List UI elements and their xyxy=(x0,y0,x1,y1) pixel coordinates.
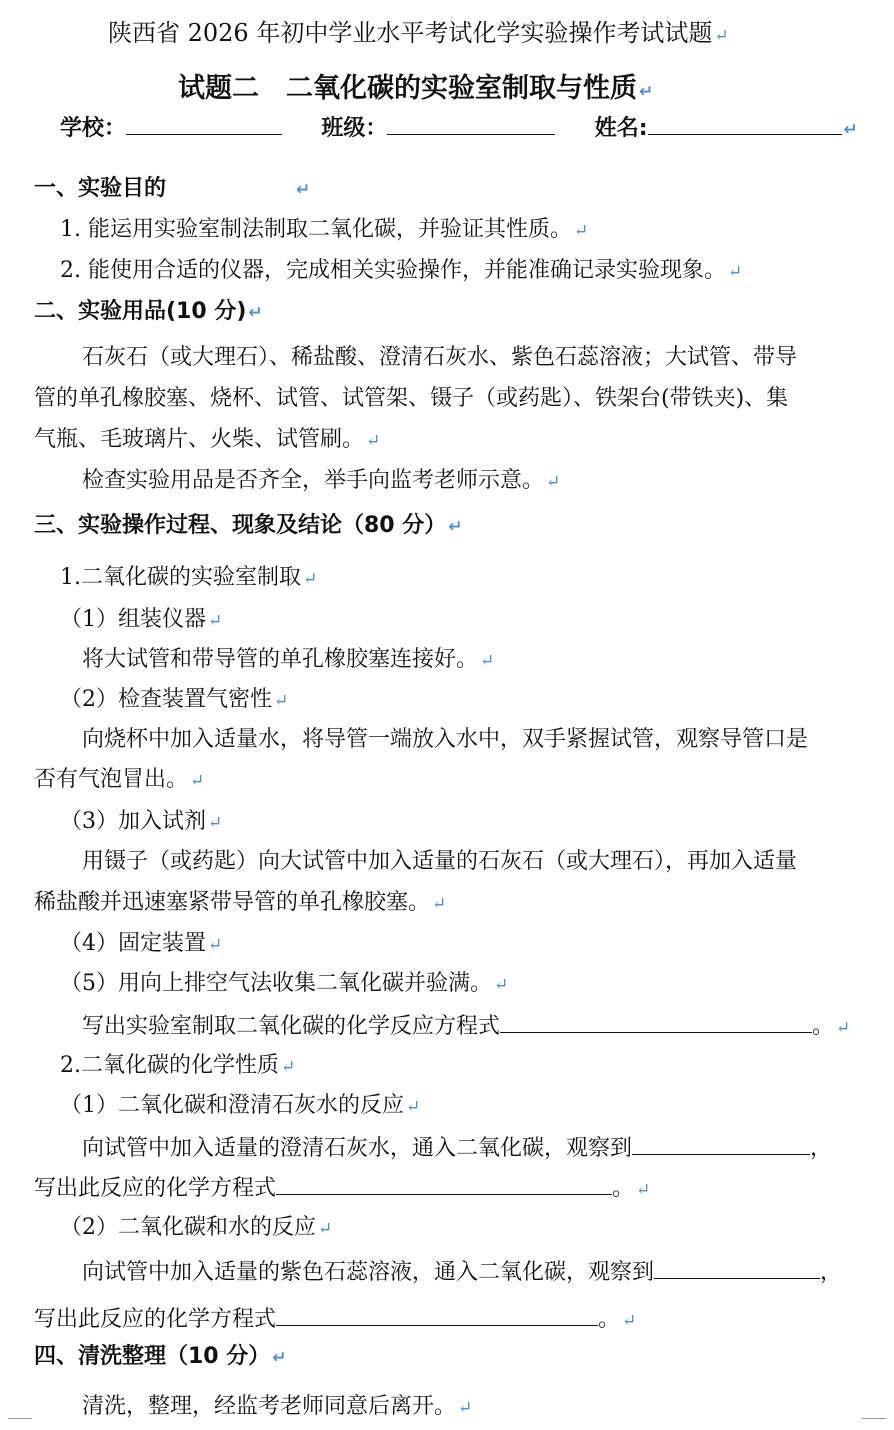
step3-text-line-2-content: 稀盐酸并迅速塞紧带导管的单孔橡胶塞。 xyxy=(34,890,431,915)
paragraph-mark-icon: ↵ xyxy=(190,771,205,791)
part1-title xyxy=(60,563,317,594)
objective-item-1 xyxy=(60,215,588,246)
paragraph-mark-icon: ↵ xyxy=(406,1097,421,1117)
paragraph-mark-icon: ↵ xyxy=(272,1348,287,1368)
paragraph-mark-icon: ↵ xyxy=(622,1311,637,1331)
period-text: 。 xyxy=(598,1307,621,1332)
paragraph-mark-icon: ↵ xyxy=(639,82,654,102)
exam-title-text: 陕西省 2026 年初中学业水平考试化学实验操作考试试题 xyxy=(108,19,713,47)
paragraph-mark-icon: ↵ xyxy=(432,894,447,914)
prop2-title xyxy=(60,1213,332,1244)
paragraph-mark-icon: ↵ xyxy=(448,517,463,537)
part1-title-text: 1.二氧化碳的实验室制取 xyxy=(60,565,301,590)
section4-heading xyxy=(34,1342,287,1373)
paragraph-mark-icon: ↵ xyxy=(281,1057,296,1077)
student-info-row xyxy=(60,112,858,145)
exam-subtitle xyxy=(178,74,653,107)
paragraph-mark-icon: ↵ xyxy=(208,813,223,833)
paragraph-mark-icon: ↵ xyxy=(318,1219,333,1239)
comma-text: ， xyxy=(810,1136,833,1161)
part2-title-text: 2.二氧化碳的化学性质 xyxy=(60,1053,279,1078)
section1-heading xyxy=(34,174,310,205)
litmus-observation-field[interactable] xyxy=(654,1256,820,1279)
paragraph-mark-icon: ↵ xyxy=(208,935,223,955)
paragraph-mark-icon: ↵ xyxy=(274,691,289,711)
paragraph-mark-icon: ↵ xyxy=(296,180,311,200)
step5-title-text: （5）用向上排空气法收集二氧化碳并验满。 xyxy=(60,971,492,996)
page-corner-mark-left xyxy=(8,1418,32,1419)
step1-text xyxy=(82,645,494,676)
prop1-text xyxy=(82,1132,832,1164)
paragraph-mark-icon: ↵ xyxy=(636,1180,651,1200)
paragraph-mark-icon: ↵ xyxy=(480,651,495,671)
materials-line-3 xyxy=(34,425,380,456)
co2-preparation-equation-field[interactable] xyxy=(500,1010,812,1033)
school-label: 学校： xyxy=(60,116,127,141)
prop1-equation xyxy=(34,1172,650,1205)
prop1-title xyxy=(60,1091,420,1122)
step1-title-text: （1）组装仪器 xyxy=(60,607,206,632)
class-label: 班级： xyxy=(321,116,388,141)
section3-heading-text: 三、实验操作过程、现象及结论（80 分） xyxy=(34,513,447,538)
paragraph-mark-icon: ↵ xyxy=(546,472,561,492)
part2-title xyxy=(60,1051,295,1082)
materials-check-text: 检查实验用品是否齐全，举手向监考老师示意。 xyxy=(82,468,545,493)
step1-text-content: 将大试管和带导管的单孔橡胶塞连接好。 xyxy=(82,647,479,672)
materials-line-1 xyxy=(82,343,797,373)
paragraph-mark-icon: ↵ xyxy=(458,1398,473,1418)
step2-text-line-1-content: 向烧杯中加入适量水，将导管一端放入水中，双手紧握试管，观察导管口是 xyxy=(82,727,809,752)
prop2-equation-label: 写出此反应的化学方程式 xyxy=(34,1307,277,1332)
section4-text xyxy=(82,1392,472,1423)
name-field[interactable] xyxy=(648,112,842,135)
step2-text-line-1 xyxy=(82,725,808,755)
equation-prompt-text: 写出实验室制取二氧化碳的化学反应方程式 xyxy=(82,1014,501,1039)
paragraph-mark-icon: ↵ xyxy=(836,1018,851,1038)
paragraph-mark-icon: ↵ xyxy=(843,120,858,140)
step2-text-line-2-content: 否有气泡冒出。 xyxy=(34,767,189,792)
step3-text-line-2 xyxy=(34,888,446,919)
paragraph-mark-icon: ↵ xyxy=(494,975,509,995)
step3-text-line-1-content: 用镊子（或药匙）向大试管中加入适量的石灰石（或大理石），再加入适量 xyxy=(82,849,798,874)
objective-item-1-text: 1. 能运用实验室制法制取二氧化碳，并验证其性质。 xyxy=(60,217,572,242)
objective-item-2 xyxy=(60,256,742,287)
paragraph-mark-icon: ↵ xyxy=(574,221,589,241)
step2-title-text: （2）检查装置气密性 xyxy=(60,687,272,712)
step4-title-text: （4）固定装置 xyxy=(60,931,206,956)
objective-item-2-text: 2. 能使用合适的仪器，完成相关实验操作，并能准确记录实验现象。 xyxy=(60,258,726,283)
prop2-text xyxy=(82,1256,842,1288)
step2-text-line-2 xyxy=(34,765,204,796)
prop2-title-text: （2）二氧化碳和水的反应 xyxy=(60,1215,316,1240)
paragraph-mark-icon: ↵ xyxy=(303,569,318,589)
section2-heading-text: 二、实验用品(10 分) xyxy=(34,299,247,324)
step2-title xyxy=(60,685,288,716)
step1-title xyxy=(60,605,222,636)
materials-check xyxy=(82,466,560,497)
step3-title-text: （3）加入试剂 xyxy=(60,809,206,834)
paragraph-mark-icon: ↵ xyxy=(248,303,263,323)
paragraph-mark-icon: ↵ xyxy=(714,26,729,46)
class-field[interactable] xyxy=(387,112,555,135)
materials-line-2 xyxy=(34,384,788,414)
prop1-equation-label: 写出此反应的化学方程式 xyxy=(34,1176,277,1201)
section3-heading xyxy=(34,511,463,542)
school-field[interactable] xyxy=(126,112,282,135)
prop1-title-text: （1）二氧化碳和澄清石灰水的反应 xyxy=(60,1093,404,1118)
prop2-text-content: 向试管中加入适量的紫色石蕊溶液，通入二氧化碳，观察到 xyxy=(82,1260,655,1285)
step5-title xyxy=(60,969,508,1000)
section4-text-content: 清洗，整理，经监考老师同意后离开。 xyxy=(82,1394,457,1419)
page-corner-mark-right xyxy=(862,1418,886,1419)
step4-title xyxy=(60,929,222,960)
step3-title xyxy=(60,807,222,838)
comma-text: ， xyxy=(820,1260,843,1285)
limewater-observation-field[interactable] xyxy=(632,1132,810,1155)
materials-line-3-text: 气瓶、毛玻璃片、火柴、试管刷。 xyxy=(34,427,365,452)
section4-heading-text: 四、清洗整理（10 分） xyxy=(34,1344,271,1369)
equation-line xyxy=(82,1010,850,1043)
paragraph-mark-icon: ↵ xyxy=(366,431,381,451)
step3-text-line-1 xyxy=(82,847,797,877)
prop1-text-content: 向试管中加入适量的澄清石灰水，通入二氧化碳，观察到 xyxy=(82,1136,633,1161)
name-label: 姓名: xyxy=(594,116,648,141)
period-text: 。 xyxy=(812,1014,835,1039)
limewater-equation-field[interactable] xyxy=(276,1172,612,1195)
period-text: 。 xyxy=(612,1176,635,1201)
paragraph-mark-icon: ↵ xyxy=(208,611,223,631)
prop2-equation xyxy=(34,1303,636,1336)
water-equation-field[interactable] xyxy=(276,1303,598,1326)
exam-subtitle-text: 试题二 二氧化碳的实验室制取与性质 xyxy=(178,73,637,104)
exam-title xyxy=(108,18,729,51)
section2-heading xyxy=(34,297,263,328)
paragraph-mark-icon: ↵ xyxy=(728,262,743,282)
materials-line-2-text: 管的单孔橡胶塞、烧杯、试管、试管架、镊子（或药匙）、铁架台(带铁夹)、集 xyxy=(34,386,789,411)
materials-line-1-text: 石灰石（或大理石）、稀盐酸、澄清石灰水、紫色石蕊溶液；大试管、带导 xyxy=(82,345,798,370)
section1-heading-text: 一、实验目的 xyxy=(34,176,167,201)
